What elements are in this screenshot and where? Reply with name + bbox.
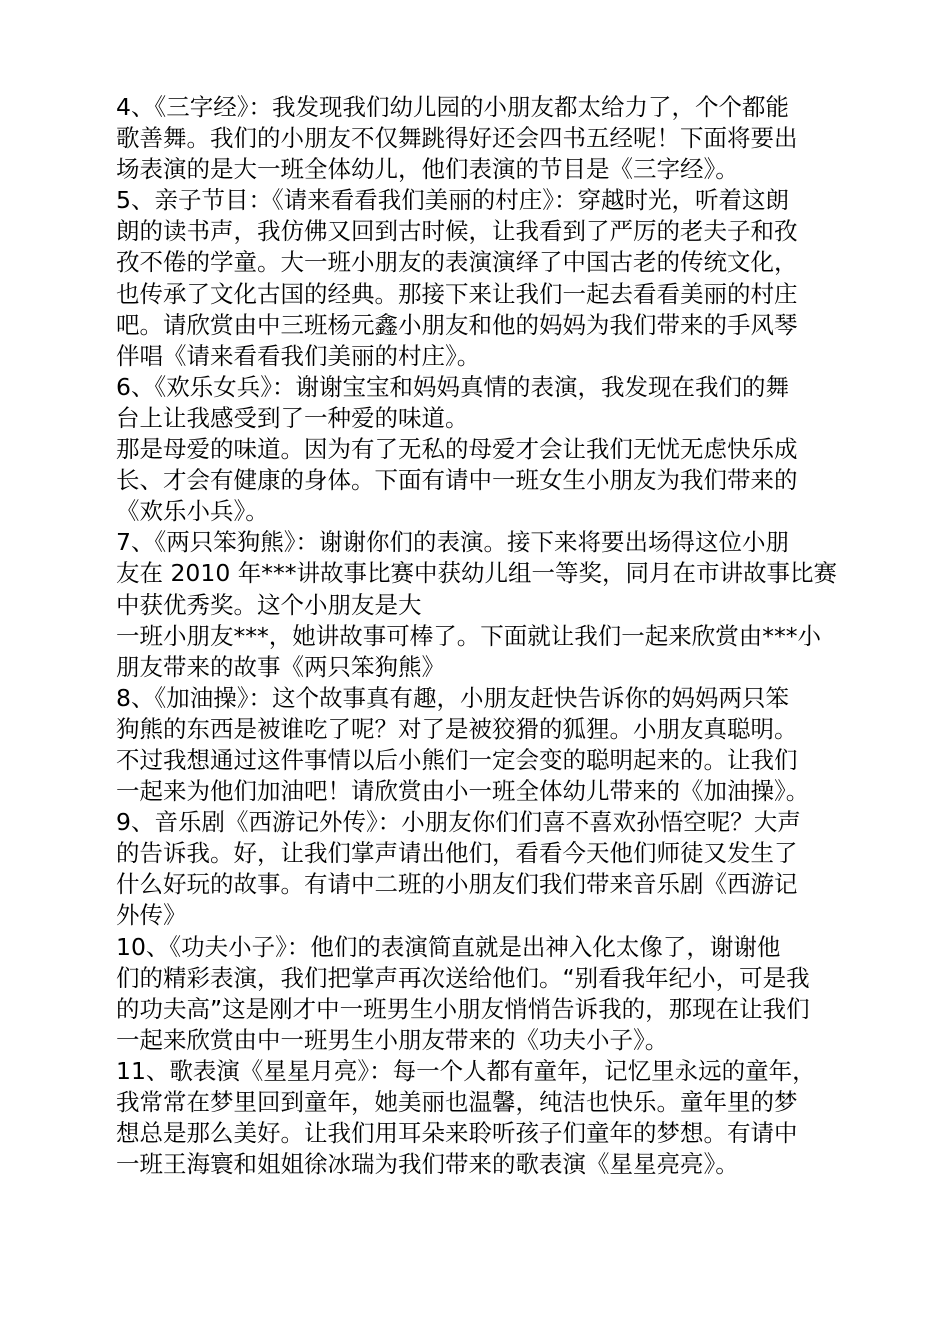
text-line: 我常常在梦里回到童年，她美丽也温馨，纯洁也快乐。童年里的梦 (116, 1088, 798, 1116)
text-line: 中获优秀奖。这个小朋友是大 (116, 590, 422, 619)
text-line: 外传》 (116, 901, 187, 930)
text-line: 一班王海寰和姐姐徐冰瑞为我们带来的歌表演《星星亮亮》。 (116, 1150, 739, 1179)
text-line: 一起来为他们加油吧！请欣赏由小一班全体幼儿带来的《加油操》。 (116, 777, 810, 806)
text-line: 想总是那么美好。让我们用耳朵来聆听孩子们童年的梦想。有请中 (116, 1119, 798, 1148)
text-line: 也传承了文化古国的经典。那接下来让我们一起去看看美丽的村庄 (116, 279, 798, 308)
text-line: 4、《三字经》：我发现我们幼儿园的小朋友都太给力了，个个都能 (116, 93, 789, 121)
text-line: 10、《功夫小子》：他们的表演简直就是出神入化太像了，谢谢他 (116, 932, 781, 961)
text-line: 孜不倦的学童。大一班小朋友的表演演绎了中国古老的传统文化， (116, 248, 798, 277)
document-body (116, 92, 846, 1180)
text-line: 5、亲子节目：《请来看看我们美丽的村庄》：穿越时光，听着这朗 (116, 186, 789, 215)
text-line: 什么好玩的故事。有请中二班的小朋友们我们带来音乐剧《西游记 (116, 870, 798, 899)
text-line: 一班小朋友***，她讲故事可棒了。下面就让我们一起来欣赏由***小 (116, 621, 821, 650)
text-line: 不过我想通过这件事情以后小熊们一定会变的聪明起来的。让我们 (116, 745, 798, 774)
text-line: 《欢乐小兵》。 (116, 497, 269, 526)
text-line: 场表演的是大一班全体幼儿，他们表演的节目是《三字经》。 (116, 155, 739, 184)
text-line: 朋友带来的故事《两只笨狗熊》 (116, 652, 445, 681)
text-line: 歌善舞。我们的小朋友不仅舞跳得好还会四书五经呢！下面将要出 (116, 124, 798, 153)
text-line: 一起来欣赏由中一班男生小朋友带来的《功夫小子》。 (116, 1025, 669, 1054)
text-line: 7、《两只笨狗熊》：谢谢你们的表演。接下来将要出场得这位小朋 (116, 528, 789, 557)
text-line: 朗的读书声，我仿佛又回到古时候，让我看到了严厉的老夫子和孜 (116, 217, 798, 246)
text-line: 的功夫高”这是刚才中一班男生小朋友悄悄告诉我的，那现在让我们 (116, 994, 810, 1023)
text-line: 友在 2010 年***讲故事比赛中获幼儿组一等奖，同月在市讲故事比赛 (116, 559, 837, 588)
text-line: 长、才会有健康的身体。下面有请中一班女生小朋友为我们带来的 (116, 466, 798, 495)
text-line: 6、《欢乐女兵》：谢谢宝宝和妈妈真情的表演，我发现在我们的舞 (116, 372, 789, 401)
text-line: 们的精彩表演，我们把掌声再次送给他们。“别看我年纪小，可是我 (116, 963, 810, 992)
text-line: 伴唱《请来看看我们美丽的村庄》。 (116, 341, 481, 370)
text-line: 11、歌表演《星星月亮》：每一个人都有童年，记忆里永远的童年， (116, 1056, 816, 1085)
text-line: 8、《加油操》：这个故事真有趣，小朋友赶快告诉你的妈妈两只笨 (116, 683, 789, 712)
text-line: 9、音乐剧《西游记外传》：小朋友你们们喜不喜欢孙悟空呢？大声 (116, 808, 801, 837)
text-line: 那是母爱的味道。因为有了无私的母爱才会让我们无忧无虑快乐成 (116, 435, 798, 464)
text-line: 的告诉我。好，让我们掌声请出他们，看看今天他们师徒又发生了 (116, 839, 798, 868)
text-line: 台上让我感受到了一种爱的味道。 (116, 403, 469, 432)
text-line: 狗熊的东西是被谁吃了呢？对了是被狡猾的狐狸。小朋友真聪明。 (116, 714, 798, 743)
text-line: 吧。请欣赏由中三班杨元鑫小朋友和他的妈妈为我们带来的手风琴 (116, 310, 798, 339)
